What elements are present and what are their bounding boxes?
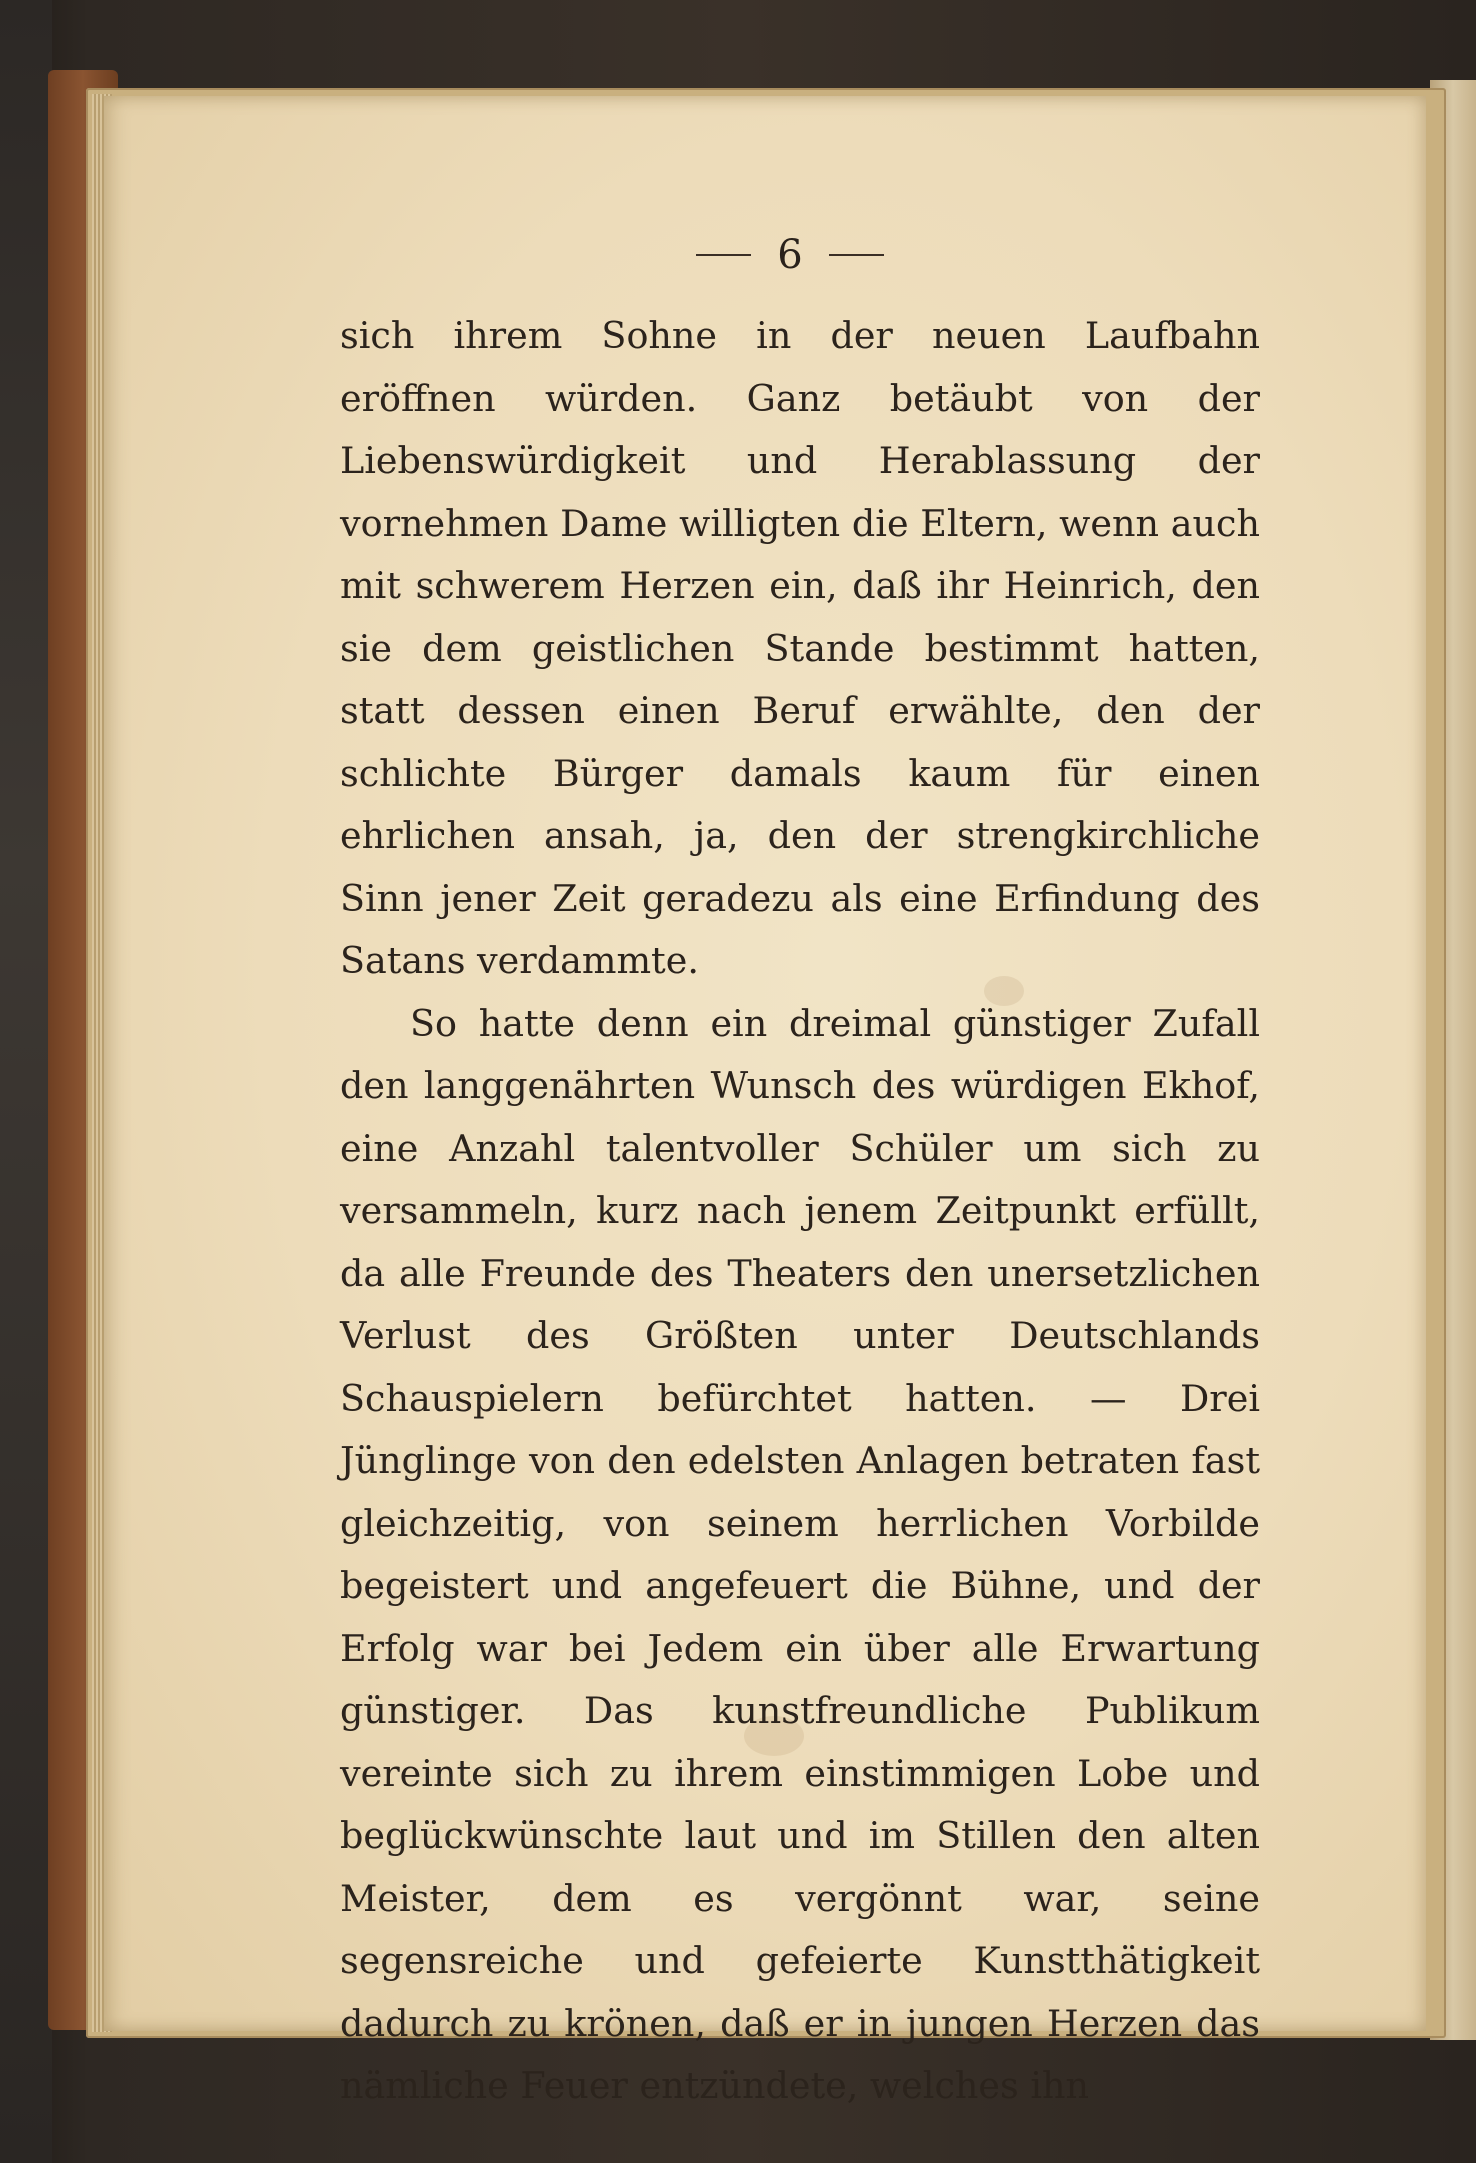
body-text	[340, 305, 1260, 2118]
page-header	[670, 225, 910, 285]
header-rule-right	[829, 254, 884, 256]
header-rule-left	[696, 254, 751, 256]
book-spine	[0, 0, 52, 2163]
page-number: 6	[777, 232, 803, 278]
paragraph-2: So hatte denn ein dreimal günstiger Zufall den langgenährten Wunsch des würdigen Ekhof, eine Anzahl talentvoller Schüler um sich zu versammeln, kurz nach jenem Zeitpunkt erfüllt, da alle Freunde des Theaters den unersetzlichen Verlust des Größten unter Deutschlands Schauspielern befürchtet hatten. — Drei Jünglinge von den edelsten Anlagen betraten fast gleichzeitig, von seinem herrlichen Vorbilde begeistert und angefeuert die Bühne, und der Erfolg war bei Jedem ein über alle Erwartung günstiger. Das kunstfreundliche Publikum vereinte sich zu ihrem einstimmigen Lobe und beglückwünschte laut und im Stillen den alten Meister, dem es vergönnt war, seine segensreiche und gefeierte Kunstthätigkeit dadurch zu krönen, daß er in jungen Herzen das nämliche Feuer entzündete, welches ihn	[340, 1001, 1260, 2107]
paragraph-1: sich ihrem Sohne in der neuen Laufbahn eröffnen würden. Ganz betäubt von der Liebenswürdigkeit und Herablassung der vornehmen Dame willigten die Eltern, wenn auch mit schwerem Herzen ein, daß ihr Heinrich, den sie dem geistlichen Stande bestimmt hatten, statt dessen einen Beruf erwählte, den der schlichte Bürger damals kaum für einen ehrlichen ansah, ja, den der strengkirchliche Sinn jener Zeit geradezu als eine Erfindung des Satans verdammte.	[340, 314, 1260, 982]
